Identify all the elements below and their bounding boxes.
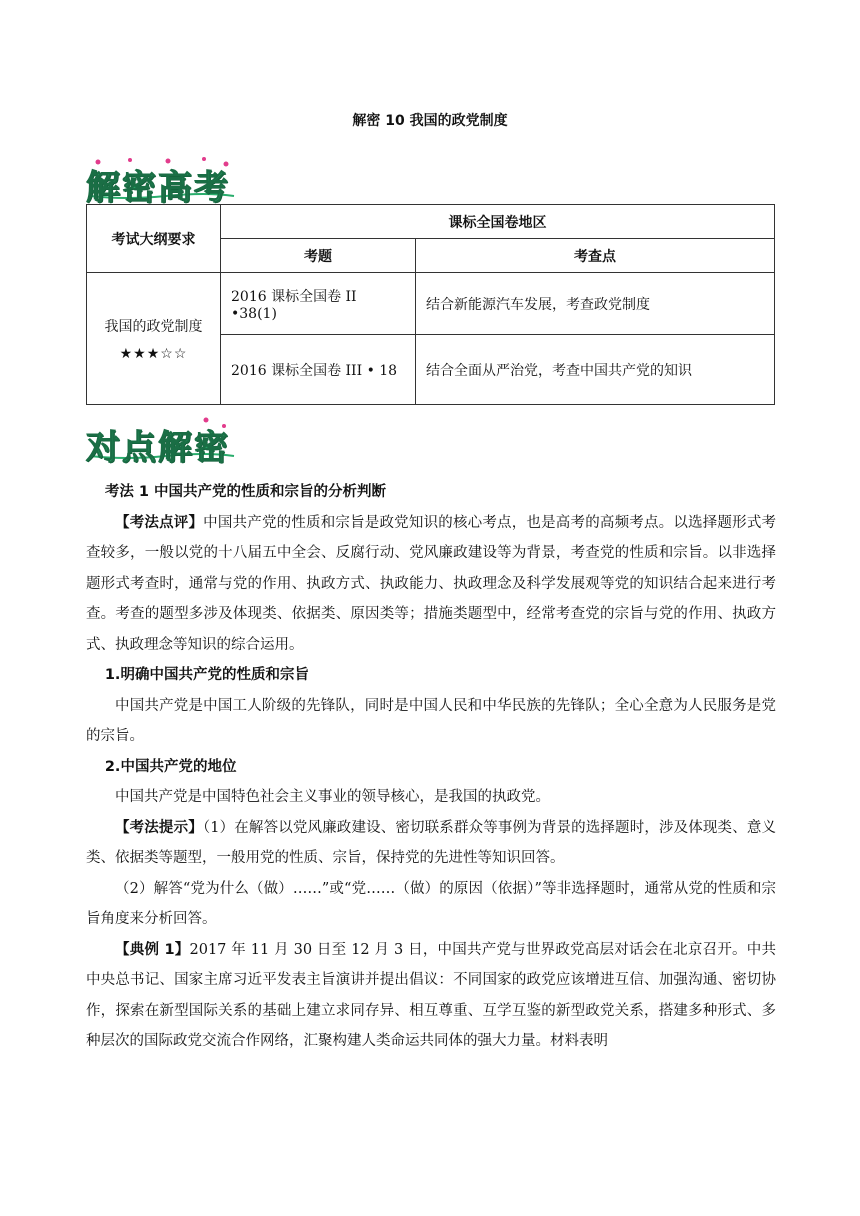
- header-point: 考查点: [416, 239, 775, 273]
- question-cell: 2016 课标全国卷 II •38(1): [221, 273, 416, 335]
- tip-label: 【考法提示】: [115, 819, 203, 836]
- article-body: [86, 477, 776, 1057]
- review-label: 【考法点评】: [115, 514, 204, 531]
- tip2-paragraph: （2）解答“党为什么（做）……”或“党……（做）的原因（依据）”等非选择题时，通常从党的性质和宗旨角度来分析回答。: [86, 880, 776, 927]
- point1-title: 1.明确中国共产党的性质和宗旨: [104, 667, 309, 683]
- header-requirements: 考试大纲要求: [87, 205, 221, 273]
- header-question: 考题: [221, 239, 416, 273]
- table-row: [87, 273, 775, 335]
- banner-jiemi-gaokao: [86, 154, 236, 208]
- header-region: 课标全国卷地区: [221, 205, 775, 239]
- tip-text: （1）在解答以党风廉政建设、密切联系群众等事例为背景的选择题时，涉及体现类、意义类、依据类等题型，一般用党的性质、宗旨，保持党的先进性等知识回答。: [86, 819, 776, 866]
- review-paragraph: [86, 508, 776, 661]
- point2-text: 中国共产党是中国特色社会主义事业的领导核心，是我国的执政党。: [115, 789, 550, 805]
- example-text: 2017 年 11 月 30 日至 12 月 3 日，中国共产党与世界政党高层对话会在北京召开。中共中央总书记、国家主席习近平发表主旨演讲并提出倡议：不同国家的政党应该增进互信、加强沟通、密切协作，探索在新型国际关系的基础上建立求同存异、相互尊重、互学互鉴的新型政党关系，搭建多种形式、多种层次的国际政党交流合作网络，汇聚构建人类命运共同体的强大力量。材料表明: [86, 941, 777, 1049]
- point2-title: 2.中国共产党的地位: [104, 758, 237, 775]
- topic-stars: ★★★☆☆: [119, 345, 188, 362]
- review-text: 中国共产党的性质和宗旨是政党知识的核心考点，也是高考的高频考点。以选择题形式考查较多，一般以党的十八届五中全会、反腐行动、党风廉政建设等为背景，考查党的性质和宗旨。以非选择题形式考查时，通常与党的作用、执政方式、执政能力、执政理念及科学发展观等党的知识结合起来进行考查。考查的题型多涉及体现类、依据类、原因类等；措施类题型中，经常考查党的宗旨与党的作用、执政方式、执政理念等知识的综合运用。: [86, 514, 777, 653]
- exam-requirements-table: [86, 204, 775, 405]
- banner-label: 解密高考: [86, 168, 230, 208]
- point-cell: 结合新能源汽车发展，考查政党制度: [416, 273, 775, 335]
- document-title: 解密 10 我国的政党制度: [352, 113, 508, 129]
- topic-name: 我国的政党制度: [104, 318, 203, 335]
- banner-label: 对点解密: [86, 428, 230, 468]
- question-cell: 2016 课标全国卷 III • 18: [221, 335, 416, 405]
- point1-text: 中国共产党是中国工人阶级的先锋队，同时是中国人民和中华民族的先锋队；全心全意为人民服务是党的宗旨。: [86, 697, 776, 744]
- tip-paragraph: [86, 813, 776, 874]
- example-paragraph: [86, 935, 776, 1057]
- banner-duidian-jiemi: [86, 414, 236, 468]
- method-title: 考法 1 中国共产党的性质和宗旨的分析判断: [104, 484, 387, 500]
- example-label: 【典例 1】: [115, 941, 190, 958]
- topic-cell: [87, 273, 221, 405]
- point-cell: 结合全面从严治党，考查中国共产党的知识: [416, 335, 775, 405]
